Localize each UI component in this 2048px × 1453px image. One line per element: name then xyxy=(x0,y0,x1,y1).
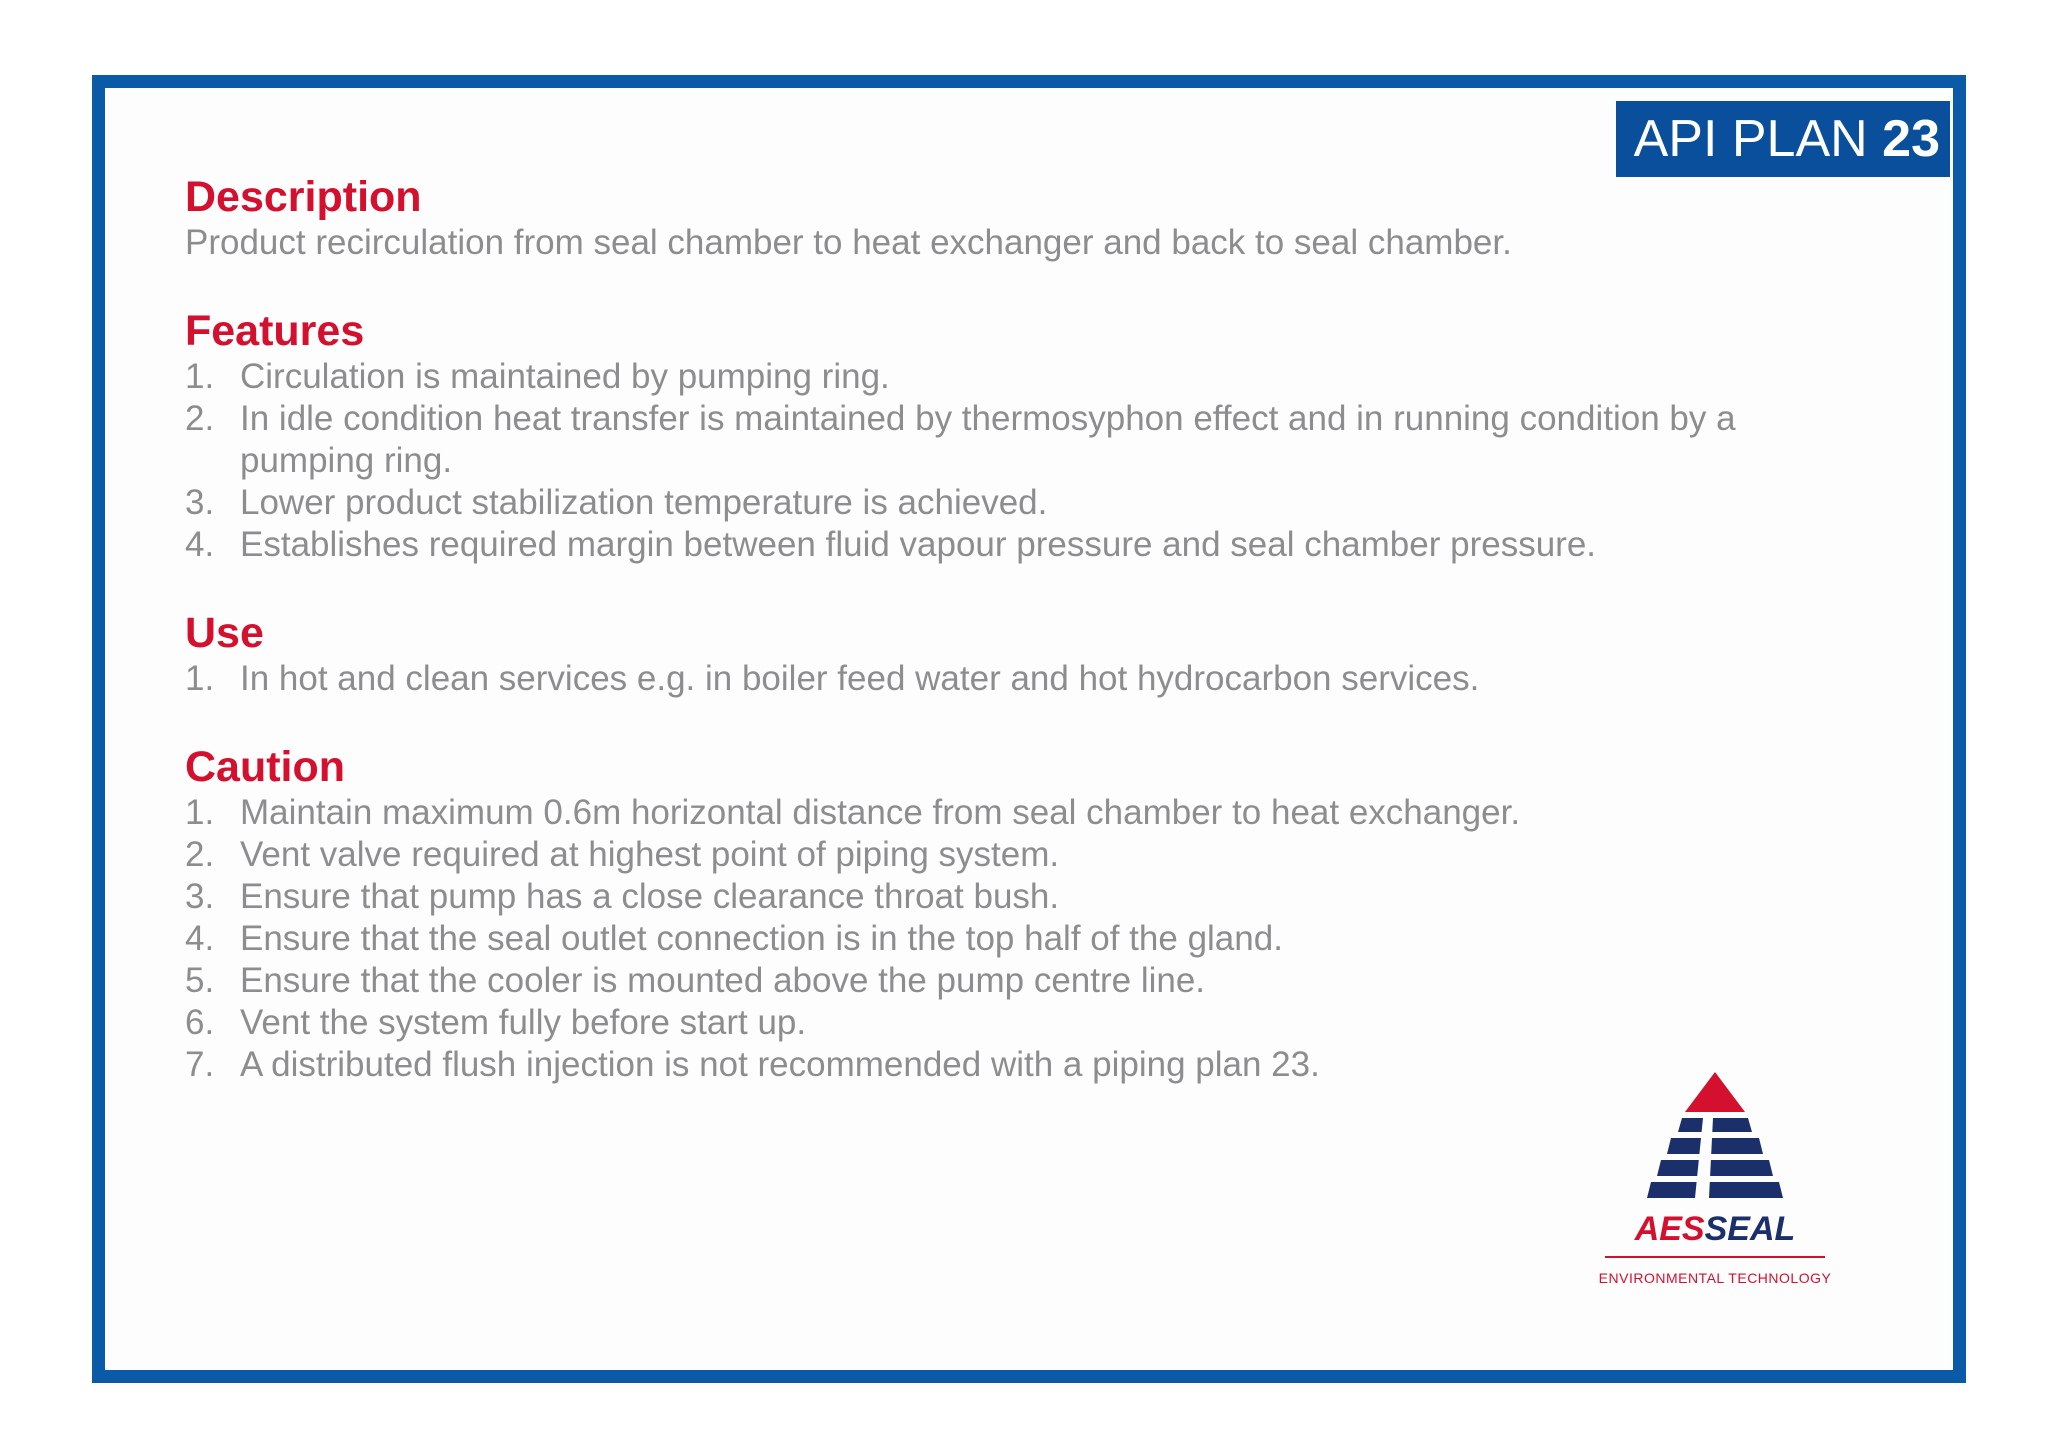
item-text: Ensure that pump has a close clearance throat bush. xyxy=(240,877,1060,916)
description-section xyxy=(185,172,1825,264)
logo-tagline: ENVIRONMENTAL TECHNOLOGY xyxy=(1598,1270,1832,1286)
list-item xyxy=(185,658,1825,700)
item-text: In hot and clean services e.g. in boiler feed water and hot hydrocarbon services. xyxy=(240,659,1480,698)
item-number: 6. xyxy=(185,1003,215,1042)
item-text: Ensure that the seal outlet connection is in the top half of the gland. xyxy=(240,919,1283,958)
list-item xyxy=(185,834,1825,876)
features-list xyxy=(185,356,1825,566)
list-item xyxy=(185,792,1825,834)
logo-stripe-shape xyxy=(1647,1182,1783,1198)
description-text: Product recirculation from seal chamber to heat exchanger and back to seal chamber. xyxy=(185,223,1512,262)
features-heading: Features xyxy=(185,307,365,355)
item-number: 2. xyxy=(185,835,215,874)
item-number: 4. xyxy=(185,525,215,564)
aesseal-logo-mark xyxy=(1585,1070,1845,1260)
plan-tag-number: 23 xyxy=(1882,110,1940,168)
item-number: 1. xyxy=(185,357,215,396)
features-section xyxy=(185,306,1825,566)
item-text: A distributed flush injection is not recommended with a piping plan 23. xyxy=(240,1045,1320,1084)
content xyxy=(185,172,1825,1128)
use-list xyxy=(185,658,1825,700)
list-item xyxy=(185,918,1825,960)
item-number: 3. xyxy=(185,483,215,522)
item-number: 4. xyxy=(185,919,215,958)
list-item xyxy=(185,482,1825,524)
logo-stripe-shape xyxy=(1657,1160,1773,1176)
item-text: Circulation is maintained by pumping ring. xyxy=(240,357,890,396)
item-number: 1. xyxy=(185,659,215,698)
item-text: In idle condition heat transfer is maintained by thermosyphon effect and in running condition by a pumping ring. xyxy=(240,399,1736,480)
item-number: 3. xyxy=(185,877,215,916)
item-number: 2. xyxy=(185,399,215,438)
list-item xyxy=(185,876,1825,918)
logo-divider xyxy=(1605,1256,1825,1258)
plan-tag xyxy=(1616,101,1950,177)
aesseal-logo xyxy=(1585,1070,1845,1286)
description-heading: Description xyxy=(185,173,422,221)
list-item xyxy=(185,356,1825,398)
logo-red-peak-shape xyxy=(1685,1072,1745,1112)
plan-tag-prefix: API PLAN xyxy=(1633,110,1868,168)
item-text: Lower product stabilization temperature is achieved. xyxy=(240,483,1048,522)
list-item xyxy=(185,1002,1825,1044)
list-item xyxy=(185,1044,1825,1086)
list-item xyxy=(185,524,1825,566)
item-text: Maintain maximum 0.6m horizontal distance from seal chamber to heat exchanger. xyxy=(240,793,1521,832)
item-text: Establishes required margin between fluid vapour pressure and seal chamber pressure. xyxy=(240,525,1597,564)
list-item xyxy=(185,398,1825,482)
logo-stripe-shape xyxy=(1678,1118,1752,1132)
caution-section xyxy=(185,742,1825,1086)
caution-heading: Caution xyxy=(185,743,346,791)
item-number: 7. xyxy=(185,1045,215,1084)
item-number: 5. xyxy=(185,961,215,1000)
caution-list xyxy=(185,792,1825,1086)
logo-wordmark: AESSEAL xyxy=(1634,1210,1796,1248)
use-section xyxy=(185,608,1825,700)
item-number: 1. xyxy=(185,793,215,832)
list-item xyxy=(185,960,1825,1002)
use-heading: Use xyxy=(185,609,264,657)
item-text: Vent valve required at highest point of piping system. xyxy=(240,835,1060,874)
item-text: Vent the system fully before start up. xyxy=(240,1003,807,1042)
logo-stripe-shape xyxy=(1667,1138,1763,1154)
item-text: Ensure that the cooler is mounted above the pump centre line. xyxy=(240,961,1206,1000)
